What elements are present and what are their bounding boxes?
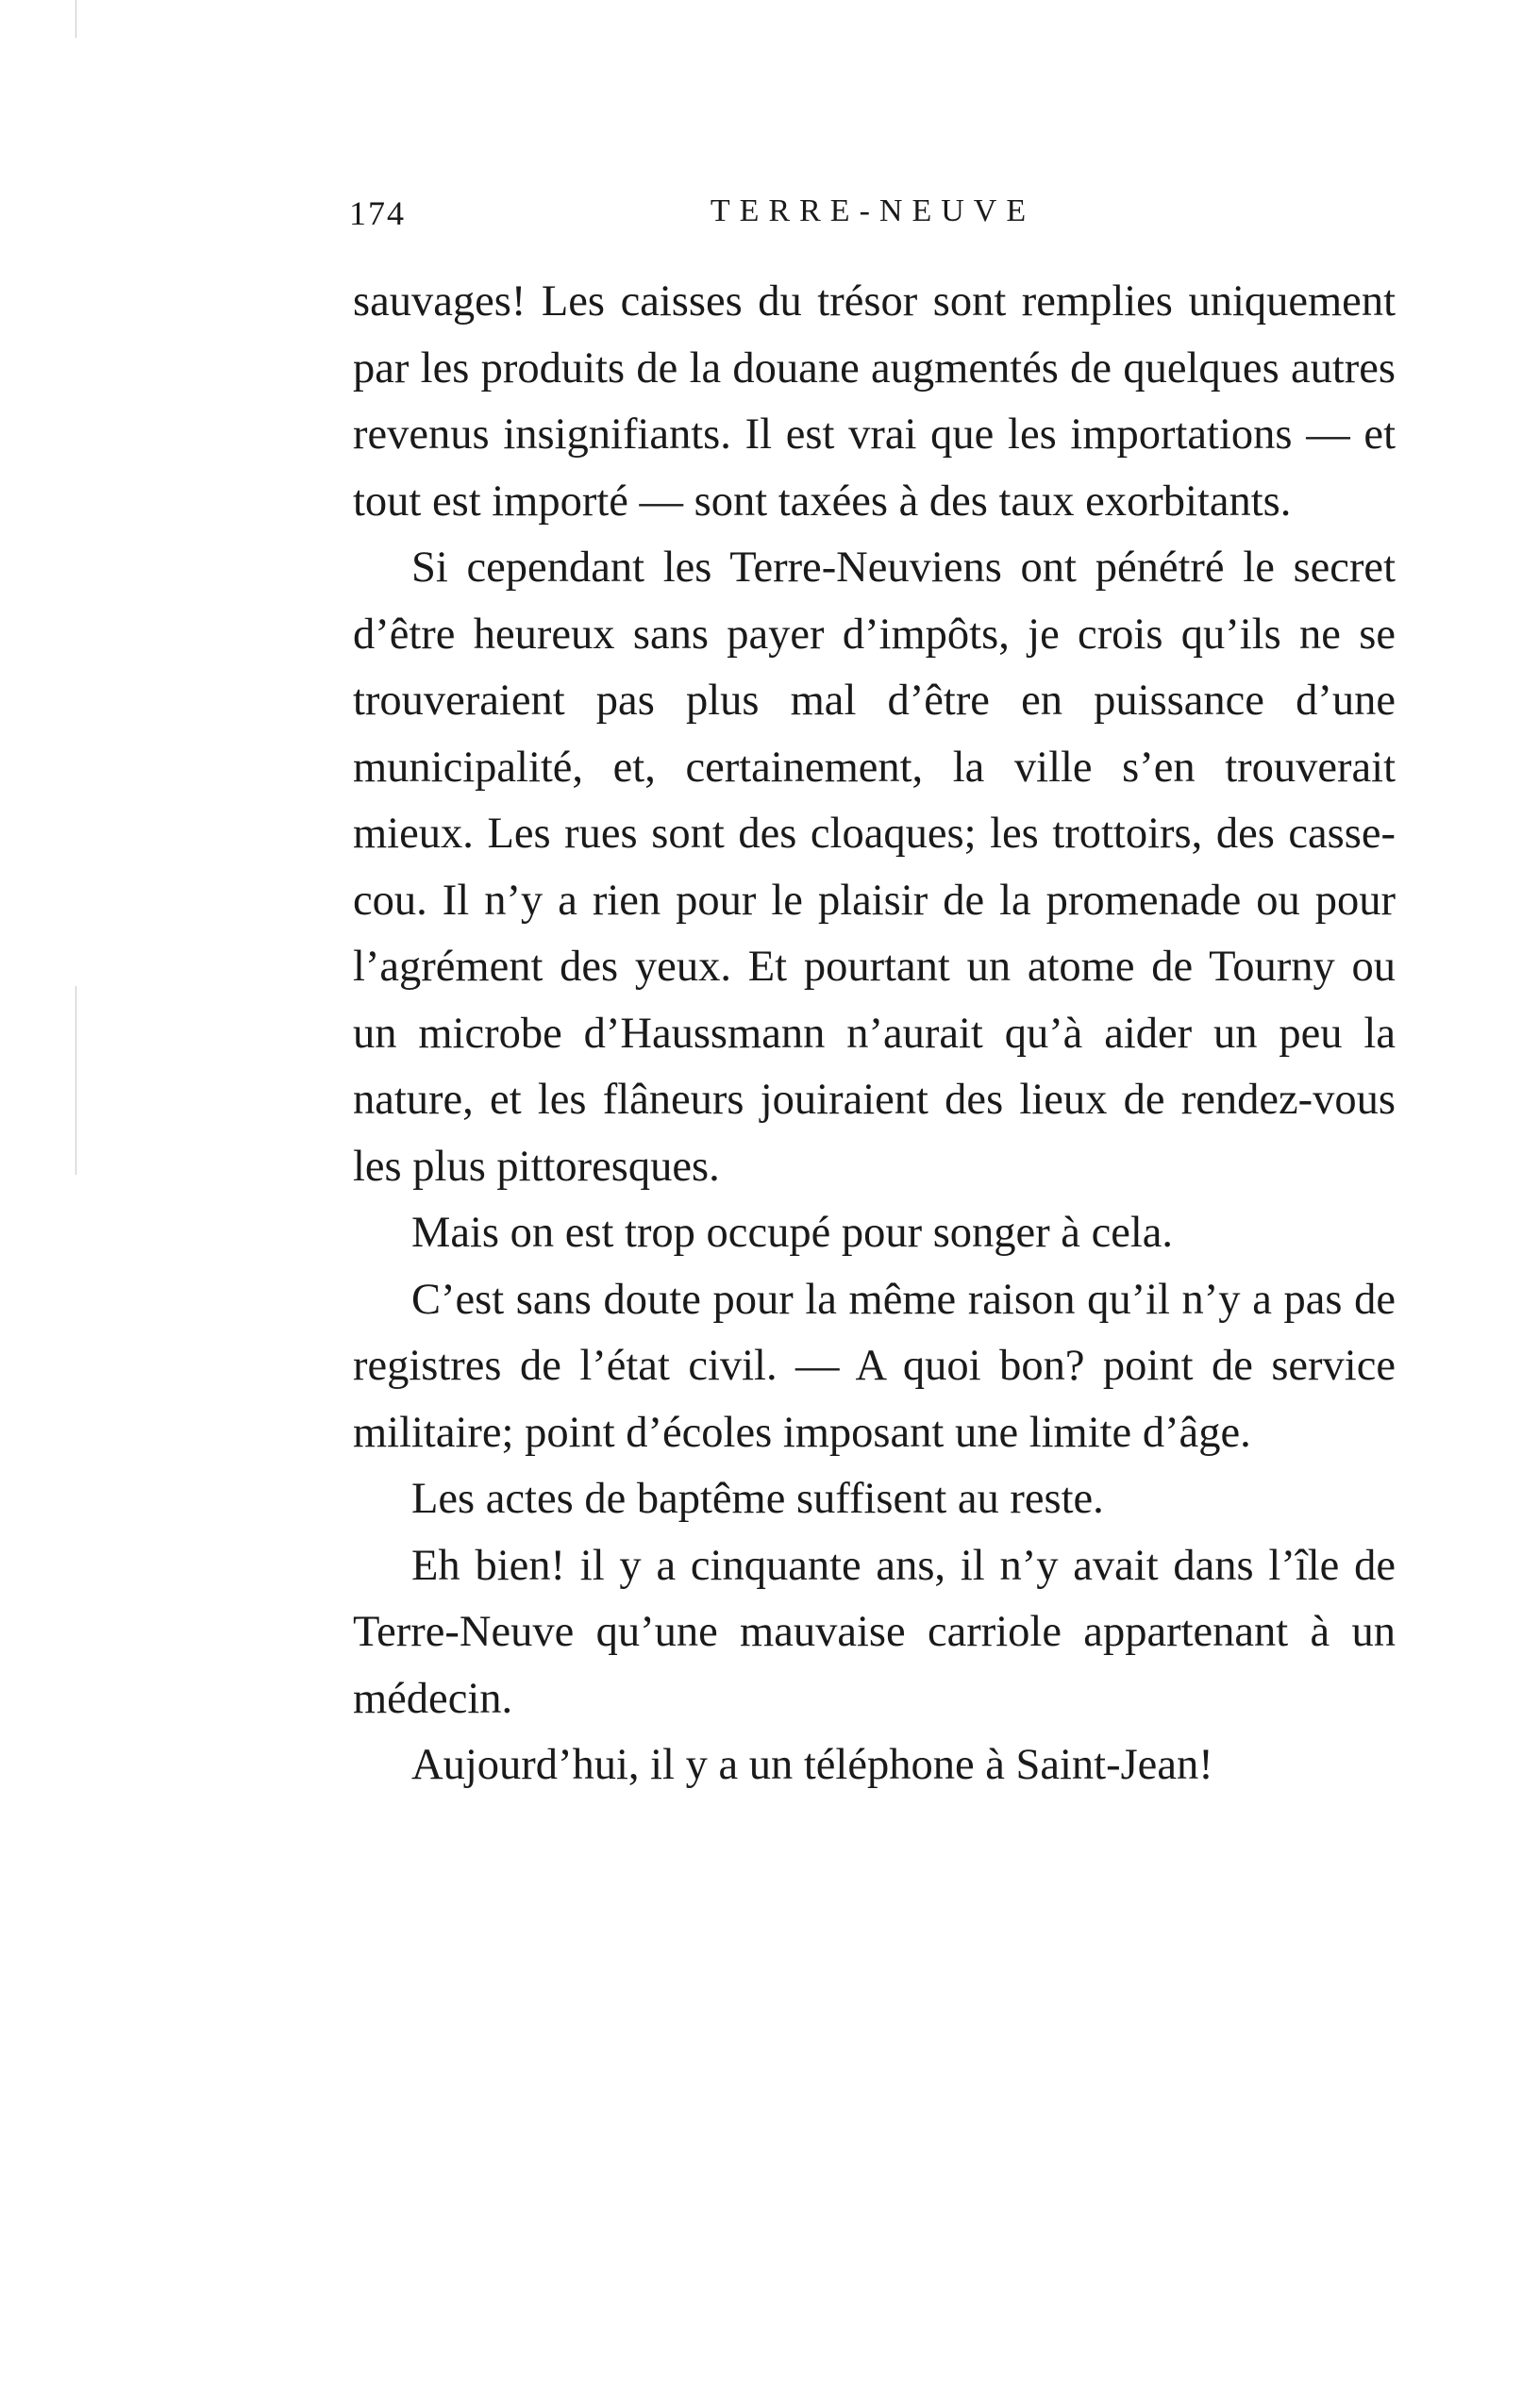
running-title: TERRE-NEUVE <box>710 193 1036 228</box>
binding-mark-top <box>75 0 76 38</box>
paragraph: Si cependant les Terre-Neuviens ont pénétré le secret d’être heureux sans payer d’impôts, je crois qu’ils ne se trouveraient pas plus mal d’être en puissance d’une municipalité, et, certainement, la ville s’en trouverait mieux. Les rues sont des cloaques; les trottoirs, des casse-cou. Il n’y a rien pour le plaisir de la promenade ou pour l’agrément des yeux. Et pourtant un atome de Tourny ou un microbe d’Haussmann n’aurait qu’à aider un peu la nature, et les flâneurs jouiraient des lieux de rendez-vous les plus pittoresques. <box>353 543 1396 1191</box>
binding-mark-middle <box>75 986 76 1175</box>
paragraph: Eh bien! il y a cinquante ans, il n’y avait dans l’île de Terre-Neuve qu’une mauvaise carriole appartenant à un médecin. <box>353 1541 1396 1723</box>
paragraph: C’est sans doute pour la même raison qu’il n’y a pas de registres de l’état civil. — A quoi bon? point de service militaire; point d’écoles imposant une limite d’âge. <box>353 1275 1396 1457</box>
page-header <box>349 193 1397 250</box>
page-number: 174 <box>349 194 406 232</box>
paragraph: Les actes de baptême suffisent au reste. <box>411 1475 1104 1523</box>
paragraph: Aujourd’hui, il y a un téléphone à Saint-Jean! <box>411 1741 1213 1789</box>
body-text <box>353 269 1396 1799</box>
paragraph: sauvages! Les caisses du trésor sont remplies uniquement par les produits de la douane augmentés de quelques autres revenus insignifiants. Il est vrai que les importations — et tout est importé — sont taxées à des taux exorbitants. <box>353 277 1396 526</box>
paragraph: Mais on est trop occupé pour songer à cela. <box>411 1209 1174 1257</box>
